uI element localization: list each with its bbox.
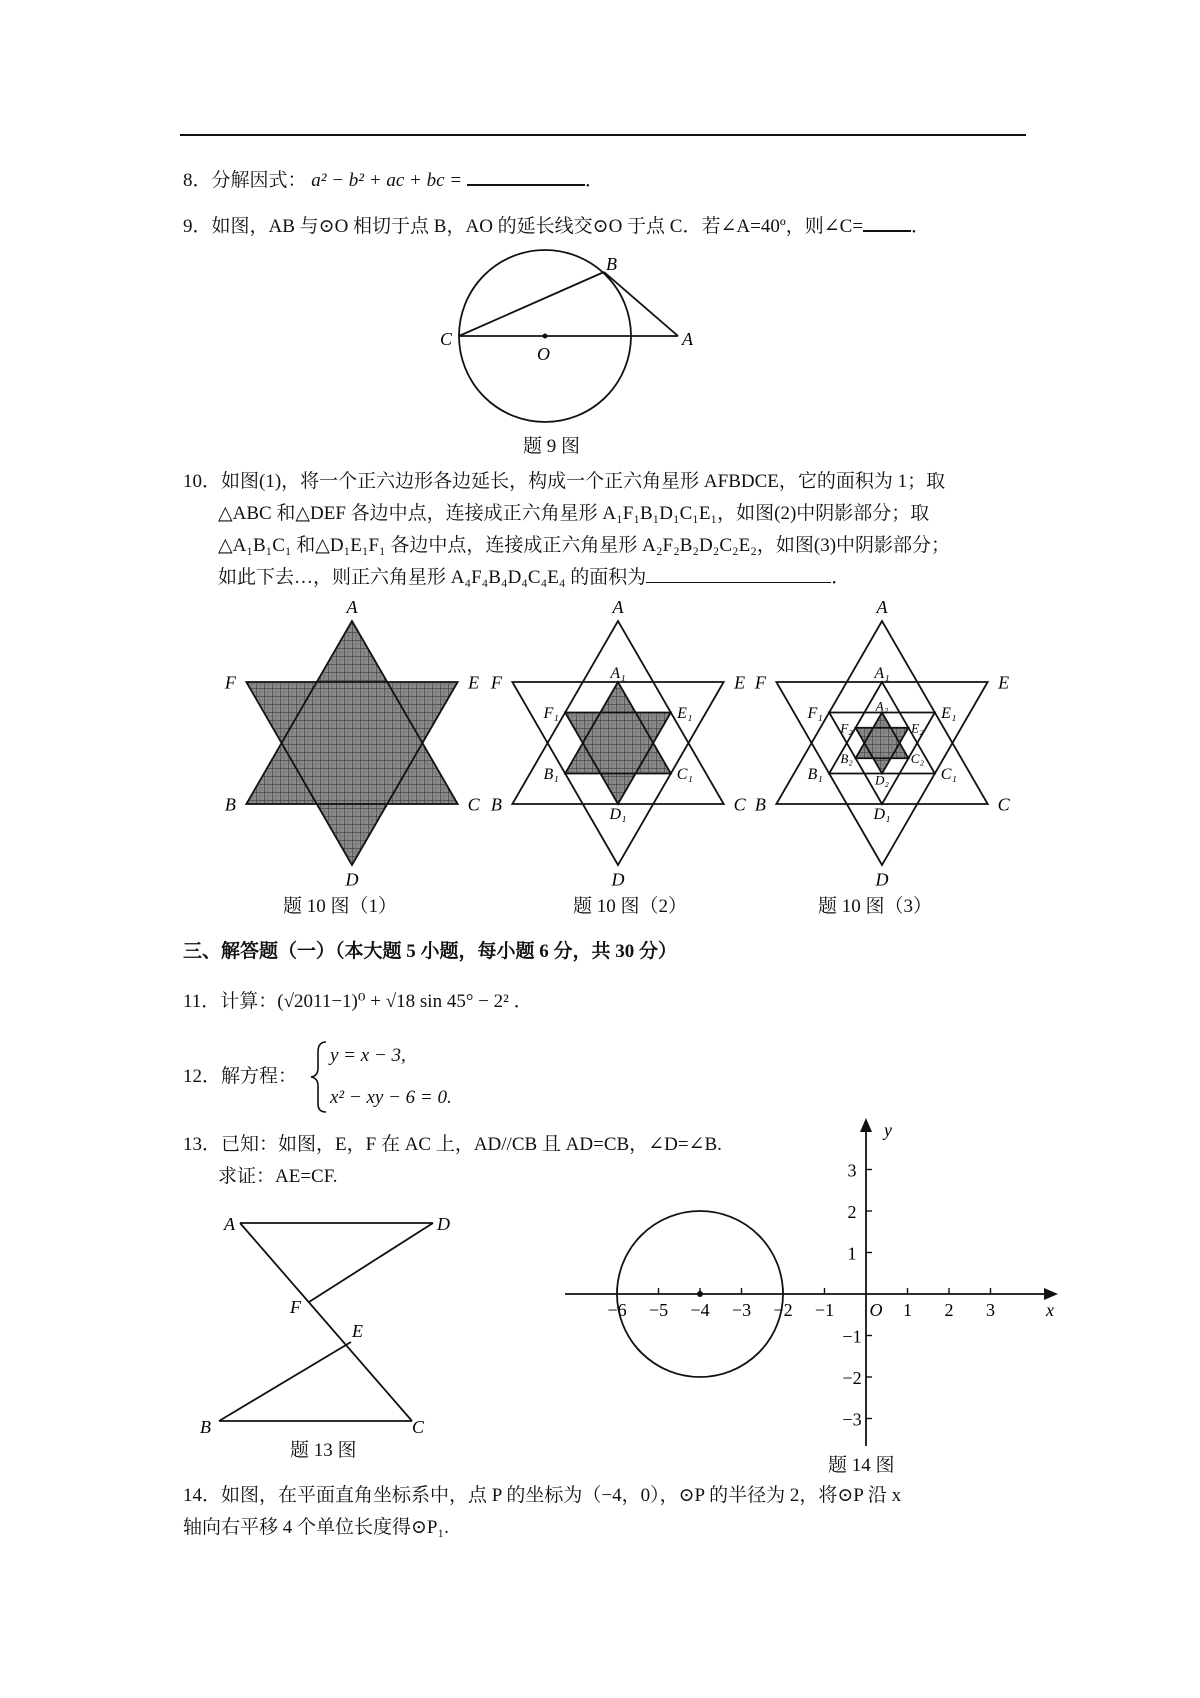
x-axis-arrow [1044,1288,1058,1300]
label-D: D [875,869,889,890]
equation-1: y = x − 3, [330,1045,406,1066]
y-tick-label: −1 [842,1326,862,1347]
label-A: A [682,329,693,349]
figure-14-caption: 题 14 图 [828,1455,895,1476]
question-text: 如图，在平面直角坐标系中，点 P 的坐标为（−4，0），⊙P 的半径为 2，将⊙P 沿 x [221,1485,902,1506]
label-A2: A₂ [875,698,889,714]
question-text: 如图，AB 与⊙O 相切于点 B，AO 的延长线交⊙O 于点 C．若∠A=40º，则∠C= [211,216,864,237]
question-number: 13． [183,1134,222,1155]
label-A: A [224,1214,235,1234]
label-O: O [537,344,550,364]
x-tick-label: −2 [773,1300,793,1320]
x-tick-label: 2 [944,1300,954,1320]
figure-10-caption-3: 题 10 图（3） [818,896,933,917]
label-D1: D₁ [609,806,627,824]
label-E1: E₁ [941,705,957,723]
x-tick-label: −1 [814,1300,835,1320]
label-F1: F₁ [807,705,823,723]
label-B: B [200,1417,211,1437]
section-3-heading: 三、解答题（一）（本大题 5 小题，每小题 6 分，共 30 分） [183,941,678,962]
label-B: B [224,794,236,815]
figure-10-caption-1: 题 10 图（1） [283,896,398,917]
question-end: ． [911,216,931,237]
label-C: C [467,794,480,815]
label-E: E [998,672,1010,693]
question-lead: 解方程： [221,1066,298,1087]
label-E: E [352,1321,363,1341]
equation-2: x² − xy − 6 = 0. [330,1087,452,1108]
label-F: F [490,672,502,693]
label-C1: C₁ [676,766,693,784]
label-A1: A₁ [874,665,890,682]
label-E2: E₂ [911,720,924,736]
figure-9-caption: 题 9 图 [523,436,581,457]
label-D: D [345,869,359,890]
label-A: A [346,597,358,617]
question-number: 8． [183,170,212,191]
x-tick-label: 1 [903,1300,912,1320]
question-10-line3: △A₁B₁C₁ 和△D₁E₁F₁ 各边中点，连接成正六角星形 A₂F₂B₂D₂C₂E₂，如图(3)中阴影部分； [218,535,951,556]
label-D: D [611,869,625,890]
question-number: 11． [183,991,221,1012]
question-end: ． [831,567,851,588]
label-E1: E₁ [677,705,693,723]
origin-label: O [869,1300,883,1320]
question-number: 9． [183,216,212,237]
label-D1: D₁ [873,806,891,824]
figure-13-caption: 题 13 图 [290,1440,357,1461]
label-C: C [997,794,1010,815]
y-axis-label: y [884,1120,892,1140]
question-text: 如图(1)，将一个正六边形各边延长，构成一个正六角星形 AFBDCE，它的面积为 1；取 [221,471,946,492]
label-B: B [754,794,766,815]
x-tick-label: 3 [986,1300,995,1320]
x-tick-label: −3 [731,1300,752,1320]
question-text: 计算：(√2011−1)⁰ + √18 sin 45° − 2² ． [220,991,533,1012]
x-tick-label: −6 [607,1300,627,1320]
question-expression: a² − b² + ac + bc = [311,170,463,191]
label-B1: B₁ [543,766,559,784]
question-text: 如此下去…，则正六角星形 A₄F₄B₄D₄C₄E₄ 的面积为 [218,567,647,588]
question-10-line2: △ABC 和△DEF 各边中点，连接成正六角星形 A₁F₁B₁D₁C₁E₁，如图(2)中阴影部分；取 [218,503,930,524]
question-text: 已知：如图，E，F 在 AC 上，AD//CB 且 AD=CB，∠D=∠B. [221,1134,722,1155]
label-A: A [612,597,624,617]
question-number: 12． [183,1066,222,1087]
label-F: F [290,1297,301,1317]
figure-10-caption-2: 题 10 图（2） [573,896,688,917]
label-F2: F₂ [840,720,853,736]
label-F1: F₁ [543,705,559,723]
label-C: C [412,1417,425,1437]
label-D: D [437,1214,450,1234]
x-tick-label: −4 [690,1300,710,1320]
question-number: 10． [183,471,222,492]
question-14-line2: 轴向右平移 4 个单位长度得⊙P₁. [183,1517,449,1538]
y-tick-label: 1 [847,1243,857,1264]
label-F: F [224,672,236,693]
label-E: E [734,672,746,693]
label-D2: D₂ [875,772,889,788]
question-14-line1 [183,1484,901,1508]
label-E: E [468,672,480,693]
question-13-line2: 求证：AE=CF. [218,1166,338,1187]
x-tick-label: −5 [648,1300,669,1320]
label-A1: A₁ [610,665,626,682]
y-tick-label: −3 [842,1409,862,1430]
y-axis-arrow [860,1118,872,1132]
label-B: B [606,254,617,274]
center-point [697,1291,703,1297]
label-B: B [490,794,502,815]
x-axis-label: x [1046,1300,1054,1320]
y-tick-label: −2 [842,1368,862,1388]
label-C: C [440,329,453,349]
label-B1: B₁ [807,766,823,784]
question-end: ． [584,170,604,191]
label-B2: B₂ [840,750,853,766]
y-tick-label: 2 [847,1202,857,1222]
question-number: 14． [183,1485,222,1506]
label-C: C [733,794,746,815]
y-tick-label: 3 [847,1160,857,1181]
question-lead: 分解因式： [211,170,307,191]
label-F: F [754,672,766,693]
label-C1: C₁ [940,766,957,784]
label-A: A [876,597,888,617]
label-C2: C₂ [910,750,925,766]
